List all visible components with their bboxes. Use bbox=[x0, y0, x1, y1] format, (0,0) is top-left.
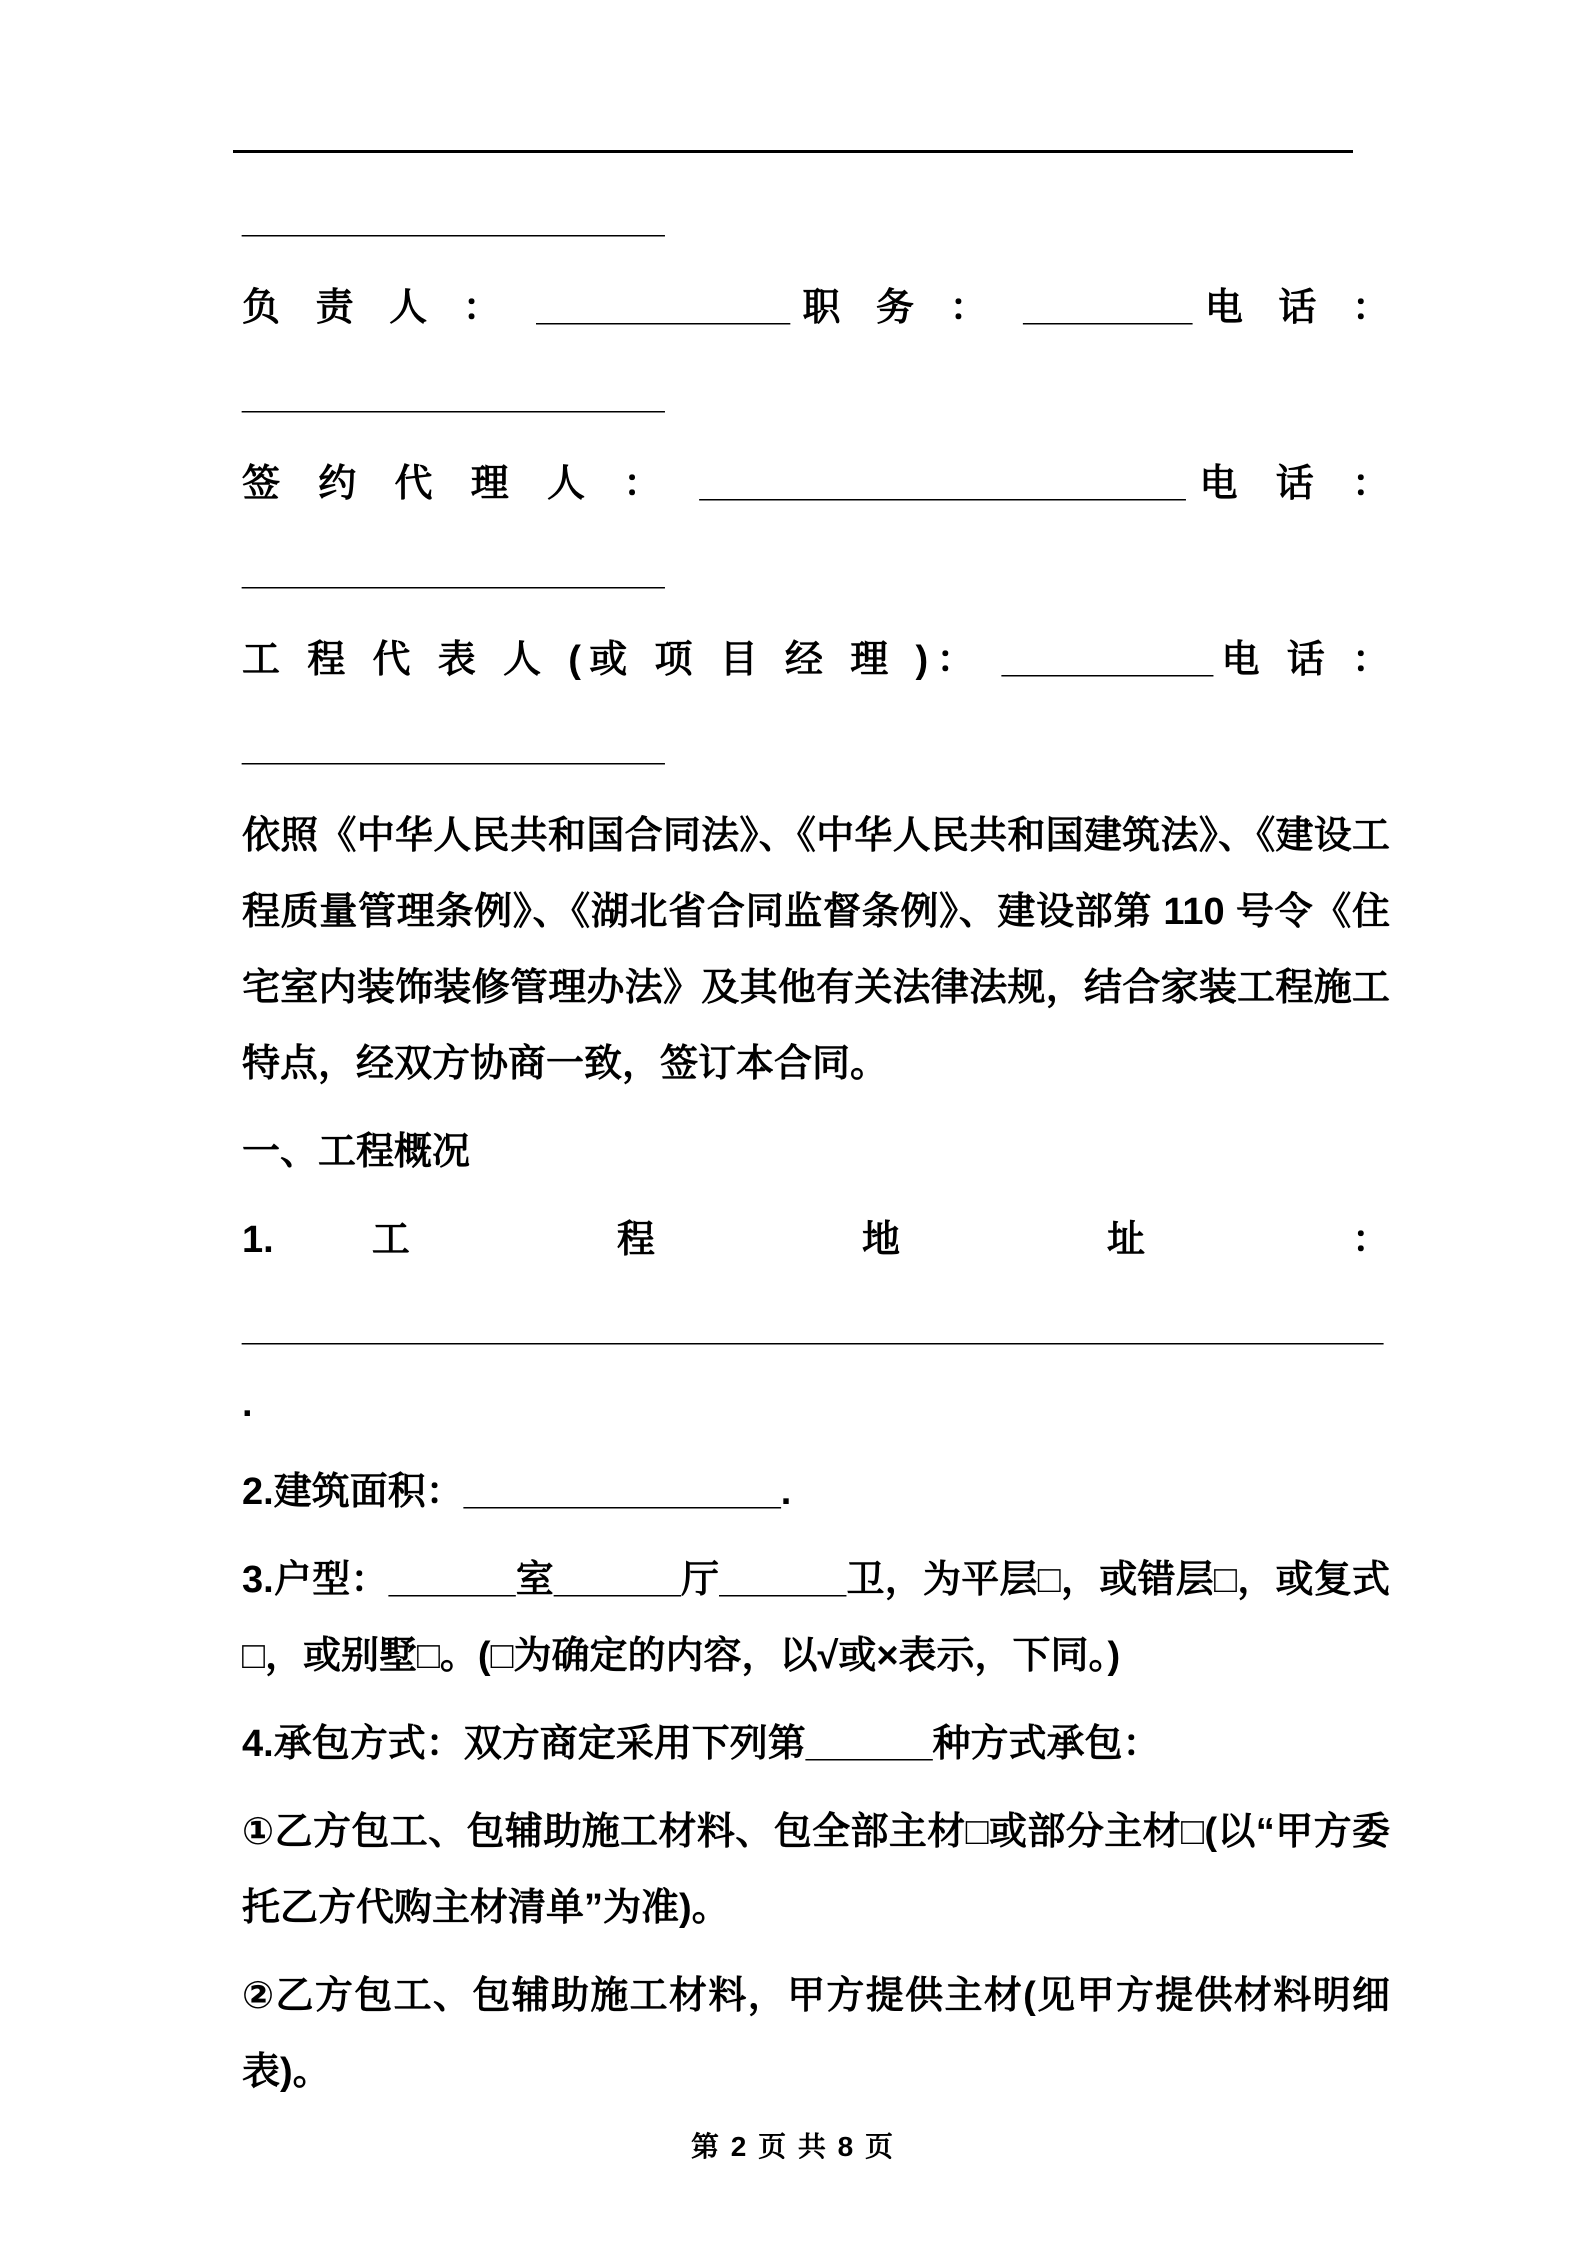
page-footer: 第 2 页 共 8 页 bbox=[690, 2131, 896, 2162]
signing-agent-line: 签 约 代 理 人 ： _______________________电 话 ： bbox=[242, 463, 1390, 505]
contract-option-2: ②乙方包工、包辅助施工材料，甲方提供主材(见甲方提供材料明细表)。 bbox=[242, 1975, 1390, 2093]
project-address-blank-line: ______________________________________________________. bbox=[242, 1307, 1384, 1425]
header-divider bbox=[233, 150, 1353, 153]
responsible-person-line: 负 责 人 ： ____________职 务 ： ________电 话 ： bbox=[242, 287, 1390, 329]
contracting-method-line: 4.承包方式：双方商定采用下列第______种方式承包： bbox=[242, 1723, 1161, 1765]
document-content bbox=[242, 182, 1390, 2122]
building-area-line: 2.建筑面积：_______________. bbox=[242, 1471, 792, 1513]
blank-line-2: ____________________ bbox=[242, 375, 665, 417]
project-representative-line: 工 程 代 表 人 (或 项 目 经 理 )： __________电 话 ： bbox=[242, 639, 1390, 681]
legal-basis-paragraph: 依照《中华人民共和国合同法》、《中华人民共和国建筑法》、《建设工程质量管理条例》、《湖北省合同监督条例》、建设部第 110 号令《住宅室内装饰装修管理办法》及其他有关法律法规，结合家装工程施工特点，经双方协商一致，签订本合同。 bbox=[242, 815, 1390, 1085]
blank-line-1: ____________________ bbox=[242, 199, 665, 241]
blank-line-3: ____________________ bbox=[242, 551, 665, 593]
contract-option-1: ①乙方包工、包辅助施工材料、包全部主材□或部分主材□(以“甲方委托乙方代购主材清单”为准)。 bbox=[242, 1811, 1390, 1929]
house-layout-line: 3.户型：______室______厅______卫，为平层□，或错层□，或复式□，或别墅□。(□为确定的内容，以√或×表示，下同。) bbox=[242, 1559, 1390, 1677]
section-1-heading: 一、工程概况 bbox=[242, 1131, 471, 1173]
blank-line-4: ____________________ bbox=[242, 727, 665, 769]
project-address-line: 1.工 程 地 址 ： bbox=[242, 1219, 1390, 1261]
